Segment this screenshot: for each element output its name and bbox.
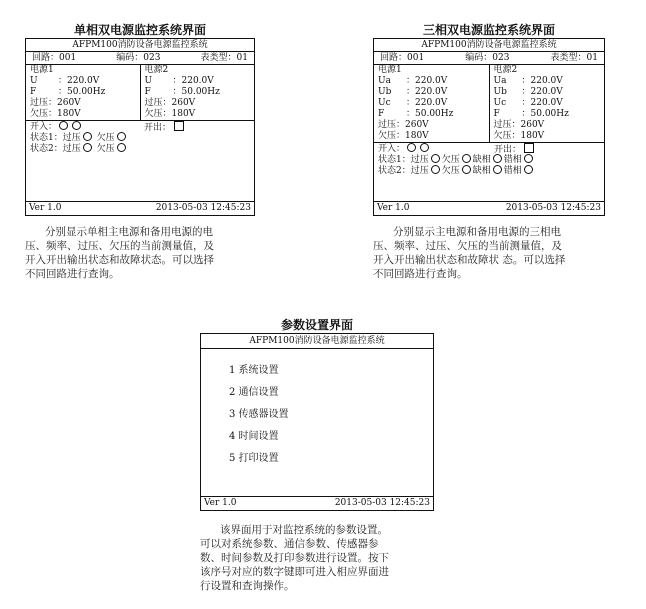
loop-number[interactable]: 回路：001 bbox=[380, 53, 425, 63]
state2-row: 状态2：过压 欠压 缺相 错相 bbox=[374, 165, 604, 176]
backup-undervoltage: 欠压：180V bbox=[493, 131, 545, 141]
version-label: Ver 1.0 bbox=[377, 203, 410, 213]
device-code: 编码：023 bbox=[465, 53, 510, 63]
main-voltage: U ：220.0V bbox=[30, 76, 100, 86]
screen-header: AFPM100消防设备电源监控系统 bbox=[26, 39, 254, 52]
input-status: 开入： bbox=[374, 143, 490, 154]
single-phase-screen bbox=[25, 38, 255, 216]
state2-row: 状态2：过压 欠压 bbox=[26, 143, 254, 154]
input-2-indicator bbox=[420, 143, 429, 152]
main-undervoltage: 欠压：180V bbox=[30, 109, 81, 119]
device-code: 编码：023 bbox=[116, 53, 161, 63]
backup-power-column bbox=[140, 65, 255, 120]
input-1-indicator bbox=[59, 121, 68, 130]
main-frequency: F ：50.00Hz bbox=[378, 109, 454, 119]
main-voltage-c: Uc ：220.0V bbox=[378, 98, 448, 108]
menu-sensor-settings[interactable]: 3 传感器设置 bbox=[229, 409, 289, 420]
main-power-column bbox=[26, 65, 140, 120]
state1-ov-indicator bbox=[431, 154, 440, 163]
version-label: Ver 1.0 bbox=[29, 203, 62, 213]
main-overvoltage: 过压：260V bbox=[378, 120, 429, 130]
main-frequency: F ：50.00Hz bbox=[30, 87, 106, 97]
screen-footer bbox=[374, 201, 604, 215]
state1-uv-indicator bbox=[117, 132, 126, 141]
datetime-label: 2013-05-03 12:45:23 bbox=[505, 203, 601, 213]
backup-frequency: F ：50.00Hz bbox=[144, 87, 220, 97]
state1-row: 状态1：过压 欠压 缺相 错相 bbox=[374, 154, 604, 165]
backup-voltage-a: Ua ：220.0V bbox=[493, 76, 563, 86]
datetime-label: 2013-05-03 12:45:23 bbox=[334, 498, 430, 508]
screen-meta bbox=[374, 52, 604, 65]
screen-meta bbox=[26, 52, 254, 65]
backup-voltage-c: Uc ：220.0V bbox=[493, 98, 563, 108]
three-phase-title: 三相双电源监控系统界面 bbox=[422, 23, 555, 37]
three-phase-description: 分别显示主电源和备用电源的三相电 压、频率、过压、欠压的当前测量值，及 开入开出输出状态和故障状 态。可以选择 不同回路进行查询。 bbox=[373, 226, 566, 280]
power-columns bbox=[26, 65, 254, 121]
backup-power-label: 电源2 bbox=[493, 65, 518, 75]
three-phase-screen bbox=[373, 38, 605, 216]
backup-frequency: F ：50.00Hz bbox=[493, 109, 569, 119]
meter-type: 表类型：01 bbox=[550, 53, 598, 63]
meter-type: 表类型：01 bbox=[200, 53, 248, 63]
backup-overvoltage: 过压：260V bbox=[144, 98, 196, 108]
state2-ov-indicator bbox=[83, 143, 92, 152]
backup-overvoltage: 过压：260V bbox=[493, 120, 545, 130]
menu-communication-settings[interactable]: 2 通信设置 bbox=[229, 387, 279, 398]
menu-time-settings[interactable]: 4 时间设置 bbox=[229, 431, 279, 442]
menu-print-settings[interactable]: 5 打印设置 bbox=[229, 453, 279, 464]
state2-phase-error-indicator bbox=[524, 165, 533, 174]
params-title: 参数设置界面 bbox=[280, 318, 353, 332]
main-power-label: 电源1 bbox=[378, 65, 402, 75]
input-status: 开入： bbox=[26, 121, 140, 132]
loop-number[interactable]: 回路：001 bbox=[32, 53, 77, 63]
state2-ov-indicator bbox=[431, 165, 440, 174]
output-status: 开出： bbox=[140, 121, 187, 132]
backup-voltage: U ：220.0V bbox=[144, 76, 214, 86]
state2-phase-loss-indicator bbox=[493, 165, 502, 174]
io-row bbox=[26, 121, 254, 132]
main-power-column bbox=[374, 65, 489, 142]
output-indicator bbox=[174, 121, 184, 131]
single-phase-title: 单相双电源监控系统界面 bbox=[73, 23, 206, 37]
backup-voltage-b: Ub ：220.0V bbox=[493, 87, 563, 97]
params-screen bbox=[200, 333, 434, 511]
state1-ov-indicator bbox=[83, 132, 92, 141]
screen-footer bbox=[26, 201, 254, 215]
main-undervoltage: 欠压：180V bbox=[378, 131, 429, 141]
output-indicator bbox=[524, 143, 534, 153]
params-description: 该界面用于对监控系统的参数设置。 可以对系统参数、通信参数、传感器参 数、时间参数及打印参数进行设置。按下 该序号对应的数字键即可进入相应界面进 行设置和查询操作。 bbox=[200, 524, 389, 592]
state1-row: 状态1：过压 欠压 bbox=[26, 132, 254, 143]
main-overvoltage: 过压：260V bbox=[30, 98, 81, 108]
main-voltage-a: Ua ：220.0V bbox=[378, 76, 448, 86]
output-status: 开出： bbox=[490, 143, 537, 154]
version-label: Ver 1.0 bbox=[204, 498, 237, 508]
main-voltage-b: Ub ：220.0V bbox=[378, 87, 448, 97]
input-1-indicator bbox=[407, 143, 416, 152]
state1-phase-error-indicator bbox=[524, 154, 533, 163]
io-row bbox=[374, 143, 604, 154]
input-2-indicator bbox=[72, 121, 81, 130]
screen-header: AFPM100消防设备电源监控系统 bbox=[374, 39, 604, 52]
menu-system-settings[interactable]: 1 系统设置 bbox=[229, 365, 279, 376]
state1-phase-loss-indicator bbox=[493, 154, 502, 163]
single-phase-description: 分别显示单相主电源和备用电源的电 压、频率、过压、欠压的当前测量值，及 开入开出输出状态和故障状态。可以选择 不同回路进行查询。 bbox=[25, 226, 214, 280]
screen-header: AFPM100消防设备电源监控系统 bbox=[201, 334, 433, 349]
main-power-label: 电源1 bbox=[30, 65, 54, 75]
state2-uv-indicator bbox=[117, 143, 126, 152]
backup-power-column bbox=[489, 65, 605, 142]
backup-power-label: 电源2 bbox=[144, 65, 169, 75]
power-columns bbox=[374, 65, 604, 143]
state1-uv-indicator bbox=[462, 154, 471, 163]
datetime-label: 2013-05-03 12:45:23 bbox=[155, 203, 251, 213]
backup-undervoltage: 欠压：180V bbox=[144, 109, 196, 119]
state2-uv-indicator bbox=[462, 165, 471, 174]
screen-footer bbox=[201, 496, 433, 510]
